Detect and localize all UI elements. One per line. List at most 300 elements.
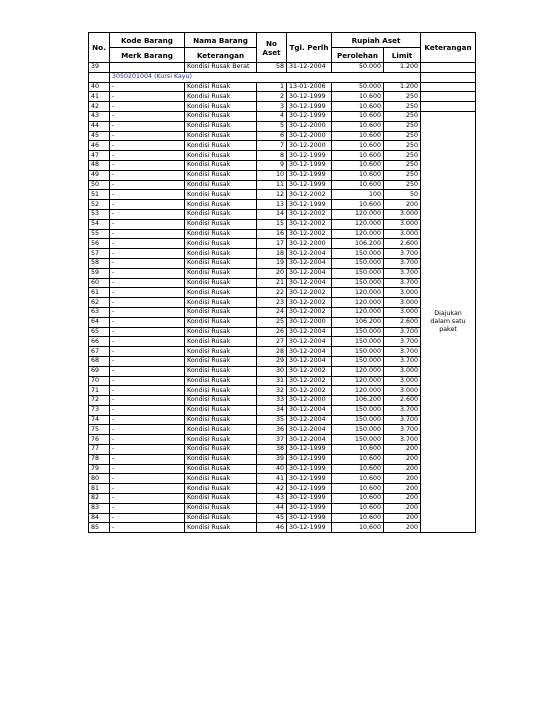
cell-nama: Kondisi Rusak: [185, 503, 257, 513]
cell-tgl: 30-12-2004: [287, 405, 332, 415]
cell-tgl: 30-12-1999: [287, 170, 332, 180]
cell-perolehan: 150.000: [332, 337, 384, 347]
header-keterangan: Keterangan: [421, 33, 476, 63]
cell-nama: Kondisi Rusak: [185, 92, 257, 102]
cell-no: 72: [89, 396, 110, 406]
cell-no: 61: [89, 288, 110, 298]
cell-no: 50: [89, 180, 110, 190]
cell-kode: -: [110, 239, 185, 249]
cell-tgl: 30-12-2002: [287, 219, 332, 229]
cell-no-aset: 19: [257, 258, 287, 268]
cell-kode: -: [110, 258, 185, 268]
table-row: [89, 494, 476, 504]
cell-perolehan: 10.600: [332, 131, 384, 141]
cell-no: 70: [89, 376, 110, 386]
cell-no-aset: 20: [257, 268, 287, 278]
cell-limit: 3.000: [384, 288, 421, 298]
cell-no-aset: 24: [257, 307, 287, 317]
cell-perolehan: 10.600: [332, 464, 384, 474]
cell-nama: Kondisi Rusak: [185, 464, 257, 474]
cell-perolehan: 106.200: [332, 239, 384, 249]
cell-limit: 250: [384, 151, 421, 161]
cell-perolehan: 120.000: [332, 366, 384, 376]
cell-limit: 3.700: [384, 405, 421, 415]
cell-limit: 2.600: [384, 239, 421, 249]
cell-kode: -: [110, 160, 185, 170]
cell-kode: -: [110, 327, 185, 337]
cell-no: 85: [89, 523, 110, 533]
cell-tgl: 30-12-1999: [287, 151, 332, 161]
cell-limit: 3.700: [384, 415, 421, 425]
cell-no-aset: 21: [257, 278, 287, 288]
cell-perolehan: 10.600: [332, 454, 384, 464]
cell-tgl: 30-12-1999: [287, 454, 332, 464]
cell-kode: -: [110, 219, 185, 229]
cell-tgl: 30-12-2004: [287, 415, 332, 425]
cell-perolehan: 120.000: [332, 376, 384, 386]
cell-nama: Kondisi Rusak: [185, 160, 257, 170]
cell-no-aset: 32: [257, 386, 287, 396]
table-row: [89, 386, 476, 396]
cell-perolehan: 150.000: [332, 356, 384, 366]
cell-nama: Kondisi Rusak Berat: [185, 63, 257, 73]
cell-tgl: 30-12-1999: [287, 523, 332, 533]
cell-kode: -: [110, 484, 185, 494]
cell-no-aset: 45: [257, 513, 287, 523]
keterangan-note: [421, 111, 476, 532]
table-row: [89, 239, 476, 249]
cell-perolehan: 150.000: [332, 347, 384, 357]
table-row: [89, 356, 476, 366]
cell-perolehan: 10.600: [332, 200, 384, 210]
cell-perolehan: 150.000: [332, 268, 384, 278]
cell-no: 45: [89, 131, 110, 141]
table-row: [89, 317, 476, 327]
cell-tgl: 30-12-2004: [287, 327, 332, 337]
cell-nama: Kondisi Rusak: [185, 298, 257, 308]
cell-nama: Kondisi Rusak: [185, 454, 257, 464]
cell-no: 44: [89, 121, 110, 131]
cell-no-aset: 22: [257, 288, 287, 298]
cell-limit: 250: [384, 180, 421, 190]
cell-limit: 250: [384, 170, 421, 180]
header-limit: Limit: [384, 48, 421, 63]
cell-tgl: 30-12-1999: [287, 180, 332, 190]
table-row: [89, 229, 476, 239]
cell-perolehan: 10.600: [332, 111, 384, 121]
cell-no-aset: 13: [257, 200, 287, 210]
cell-nama: Kondisi Rusak: [185, 219, 257, 229]
table-row: [89, 513, 476, 523]
cell-kode: -: [110, 278, 185, 288]
table-header: [89, 33, 476, 63]
cell-no-aset: 15: [257, 219, 287, 229]
keterangan-note-line: paket: [439, 326, 457, 334]
cell-perolehan: 120.000: [332, 307, 384, 317]
cell-nama: Kondisi Rusak: [185, 317, 257, 327]
table-row: [89, 219, 476, 229]
cell-nama: Kondisi Rusak: [185, 425, 257, 435]
table-row: [89, 121, 476, 131]
keterangan-note-line: Diajukan: [434, 310, 462, 318]
cell-perolehan: 10.600: [332, 102, 384, 112]
cell-limit: 3.000: [384, 298, 421, 308]
cell-no-aset: 14: [257, 209, 287, 219]
cell-limit: 3.700: [384, 327, 421, 337]
cell-perolehan: 10.600: [332, 523, 384, 533]
cell-nama: Kondisi Rusak: [185, 356, 257, 366]
cell-limit: 200: [384, 445, 421, 455]
cell-perolehan: 10.600: [332, 160, 384, 170]
cell-tgl: 30-12-2002: [287, 229, 332, 239]
cell-kode: -: [110, 425, 185, 435]
header-no-aset: No Aset: [257, 33, 287, 63]
cell-no-aset: 1: [257, 82, 287, 92]
cell-tgl: 30-12-2002: [287, 366, 332, 376]
cell-kode: -: [110, 111, 185, 121]
cell-kode: [110, 63, 185, 73]
cell-tgl: 30-12-2004: [287, 356, 332, 366]
cell-no: 80: [89, 474, 110, 484]
cell-no: 48: [89, 160, 110, 170]
cell-tgl: 30-12-2000: [287, 239, 332, 249]
cell-no: 64: [89, 317, 110, 327]
cell-perolehan: 120.000: [332, 209, 384, 219]
cell-tgl: 30-12-2000: [287, 396, 332, 406]
cell-kode: -: [110, 141, 185, 151]
cell-kode: -: [110, 170, 185, 180]
cell-perolehan: 150.000: [332, 425, 384, 435]
cell-no-aset: 10: [257, 170, 287, 180]
cell-tgl: 30-12-2002: [287, 376, 332, 386]
cell-perolehan: 10.600: [332, 445, 384, 455]
cell-perolehan: 150.000: [332, 415, 384, 425]
cell-perolehan: 150.000: [332, 249, 384, 259]
cell-kode: -: [110, 513, 185, 523]
cell-no-aset: 3: [257, 102, 287, 112]
cell-nama: Kondisi Rusak: [185, 337, 257, 347]
cell-no-aset: 4: [257, 111, 287, 121]
cell-no: 49: [89, 170, 110, 180]
cell-no-aset: 41: [257, 474, 287, 484]
cell-no: 68: [89, 356, 110, 366]
cell-no: 83: [89, 503, 110, 513]
cell-limit: 200: [384, 454, 421, 464]
cell-perolehan: 106.200: [332, 396, 384, 406]
cell-no-aset: 18: [257, 249, 287, 259]
cell-limit: 1.200: [384, 63, 421, 73]
cell-nama: Kondisi Rusak: [185, 239, 257, 249]
table-body: [89, 63, 476, 533]
table-row: [89, 396, 476, 406]
table-row: [89, 288, 476, 298]
cell-nama: Kondisi Rusak: [185, 405, 257, 415]
cell-perolehan: 120.000: [332, 298, 384, 308]
cell-limit: 250: [384, 92, 421, 102]
cell-no: 46: [89, 141, 110, 151]
table-row: [89, 445, 476, 455]
cell-no: 59: [89, 268, 110, 278]
cell-perolehan: 100: [332, 190, 384, 200]
cell-perolehan: 120.000: [332, 288, 384, 298]
cell-limit: 200: [384, 523, 421, 533]
cell-tgl: 30-12-2004: [287, 278, 332, 288]
cell-limit: 200: [384, 464, 421, 474]
cell-limit: 3.000: [384, 366, 421, 376]
cell-limit: 250: [384, 111, 421, 121]
table-row: [89, 209, 476, 219]
cell-tgl: 30-12-1999: [287, 513, 332, 523]
cell-no: 76: [89, 435, 110, 445]
table-row: [89, 415, 476, 425]
cell-limit: 3.700: [384, 425, 421, 435]
cell-no: 54: [89, 219, 110, 229]
table-row: [89, 278, 476, 288]
cell-nama: Kondisi Rusak: [185, 111, 257, 121]
cell-no-aset: 8: [257, 151, 287, 161]
cell-no: 78: [89, 454, 110, 464]
cell-nama: Kondisi Rusak: [185, 200, 257, 210]
cell-nama: Kondisi Rusak: [185, 190, 257, 200]
cell-tgl: 30-12-1999: [287, 102, 332, 112]
cell-perolehan: 10.600: [332, 484, 384, 494]
table-row: [89, 111, 476, 121]
cell-tgl: 30-12-1999: [287, 160, 332, 170]
cell-keterangan: [421, 63, 476, 73]
cell-no: 53: [89, 209, 110, 219]
cell-kode: -: [110, 180, 185, 190]
table-row: [89, 131, 476, 141]
cell-no-aset: 58: [257, 63, 287, 73]
keterangan-note-line: dalam satu: [430, 318, 466, 326]
cell-nama: Kondisi Rusak: [185, 278, 257, 288]
asset-table: [88, 32, 476, 533]
cell-no: 79: [89, 464, 110, 474]
cell-perolehan: 10.600: [332, 92, 384, 102]
table-row: [89, 141, 476, 151]
cell-no-aset: 25: [257, 317, 287, 327]
cell-nama: Kondisi Rusak: [185, 131, 257, 141]
cell-tgl: 30-12-2002: [287, 298, 332, 308]
cell-no: 63: [89, 307, 110, 317]
cell-nama: Kondisi Rusak: [185, 249, 257, 259]
cell-nama: Kondisi Rusak: [185, 258, 257, 268]
cell-kode: -: [110, 121, 185, 131]
table-row: [89, 474, 476, 484]
cell-nama: Kondisi Rusak: [185, 386, 257, 396]
header-keterangan-sub: Keterangan: [185, 48, 257, 63]
cell-nama: Kondisi Rusak: [185, 180, 257, 190]
header-tgl-perlh: Tgl. Perlh: [287, 33, 332, 63]
cell-no: 62: [89, 298, 110, 308]
cell-no: 67: [89, 347, 110, 357]
cell-tgl: 30-12-2002: [287, 386, 332, 396]
cell-limit: 250: [384, 102, 421, 112]
cell-no: 52: [89, 200, 110, 210]
cell-limit: 200: [384, 503, 421, 513]
table-row: [89, 376, 476, 386]
table-row: [89, 484, 476, 494]
cell-no: 39: [89, 63, 110, 73]
cell-kode: -: [110, 503, 185, 513]
header-nama-barang: Nama Barang: [185, 33, 257, 48]
cell-kode: -: [110, 396, 185, 406]
cell-kode: -: [110, 151, 185, 161]
cell-kode: -: [110, 131, 185, 141]
cell-no-aset: 33: [257, 396, 287, 406]
cell-limit: 3.000: [384, 386, 421, 396]
cell-limit: 50: [384, 190, 421, 200]
table-row: [89, 151, 476, 161]
cell-no: 75: [89, 425, 110, 435]
cell-limit: 200: [384, 513, 421, 523]
cell-limit: 250: [384, 131, 421, 141]
cell-nama: Kondisi Rusak: [185, 121, 257, 131]
cell-tgl: 30-12-1999: [287, 111, 332, 121]
cell-kode: -: [110, 200, 185, 210]
cell-tgl: 30-12-2004: [287, 268, 332, 278]
cell-limit: 200: [384, 474, 421, 484]
cell-nama: Kondisi Rusak: [185, 494, 257, 504]
table-row: [89, 160, 476, 170]
cell-no: 60: [89, 278, 110, 288]
cell-tgl: 31-12-2004: [287, 63, 332, 73]
cell-no-aset: 23: [257, 298, 287, 308]
cell-tgl: 30-12-2004: [287, 337, 332, 347]
cell-tgl: 30-12-2002: [287, 190, 332, 200]
cell-kode: -: [110, 494, 185, 504]
cell-no-aset: 12: [257, 190, 287, 200]
table-row: [89, 425, 476, 435]
cell-limit: 3.700: [384, 337, 421, 347]
cell-nama: Kondisi Rusak: [185, 327, 257, 337]
table-row: [89, 298, 476, 308]
cell-limit: 2.600: [384, 396, 421, 406]
table-row: [89, 92, 476, 102]
cell-no-aset: 31: [257, 376, 287, 386]
cell-no-aset: 16: [257, 229, 287, 239]
cell-limit: 3.700: [384, 258, 421, 268]
cell-tgl: 30-12-1999: [287, 494, 332, 504]
cell-no: 74: [89, 415, 110, 425]
cell-nama: Kondisi Rusak: [185, 366, 257, 376]
cell-keterangan: [421, 92, 476, 102]
cell-no-aset: 7: [257, 141, 287, 151]
cell-limit: 200: [384, 200, 421, 210]
cell-perolehan: 10.600: [332, 503, 384, 513]
cell-tgl: 30-12-2002: [287, 307, 332, 317]
cell-tgl: 30-12-2004: [287, 258, 332, 268]
cell-nama: Kondisi Rusak: [185, 435, 257, 445]
cell-nama: Kondisi Rusak: [185, 523, 257, 533]
cell-tgl: 30-12-1999: [287, 474, 332, 484]
cell-tgl: 30-12-2004: [287, 347, 332, 357]
cell-limit: 250: [384, 141, 421, 151]
cell-no: 84: [89, 513, 110, 523]
cell-tgl: 30-12-1999: [287, 503, 332, 513]
cell-perolehan: 120.000: [332, 386, 384, 396]
cell-no: 43: [89, 111, 110, 121]
cell-nama: Kondisi Rusak: [185, 268, 257, 278]
table-row: [89, 63, 476, 73]
cell-kode: -: [110, 92, 185, 102]
cell-no-aset: 2: [257, 92, 287, 102]
cell-perolehan: 10.600: [332, 170, 384, 180]
cell-perolehan: 10.600: [332, 494, 384, 504]
cell-limit: 200: [384, 494, 421, 504]
cell-kode: -: [110, 376, 185, 386]
cell-limit: 3.000: [384, 219, 421, 229]
cell-kode: -: [110, 464, 185, 474]
cell-perolehan: 150.000: [332, 405, 384, 415]
table-row: [89, 249, 476, 259]
cell-limit: 1.200: [384, 82, 421, 92]
table-row: [89, 523, 476, 533]
cell-perolehan: 120.000: [332, 219, 384, 229]
cell-kode: -: [110, 268, 185, 278]
cell-perolehan: 10.600: [332, 180, 384, 190]
cell-no: 66: [89, 337, 110, 347]
cell-no-aset: 28: [257, 347, 287, 357]
cell-nama: Kondisi Rusak: [185, 474, 257, 484]
cell-tgl: 30-12-1999: [287, 464, 332, 474]
table-row: [89, 307, 476, 317]
cell-kode: -: [110, 317, 185, 327]
cell-no-aset: 36: [257, 425, 287, 435]
cell-limit: 3.700: [384, 356, 421, 366]
cell-kode: -: [110, 190, 185, 200]
cell-kode: -: [110, 474, 185, 484]
table-row: [89, 327, 476, 337]
cell-tgl: 30-12-2000: [287, 141, 332, 151]
cell-nama: Kondisi Rusak: [185, 513, 257, 523]
cell-no: 47: [89, 151, 110, 161]
cell-nama: Kondisi Rusak: [185, 170, 257, 180]
cell-kode: -: [110, 298, 185, 308]
cell-limit: 3.000: [384, 209, 421, 219]
cell-no-aset: 30: [257, 366, 287, 376]
cell-nama: Kondisi Rusak: [185, 102, 257, 112]
header-perolehan: Perolehan: [332, 48, 384, 63]
cell-no-aset: 6: [257, 131, 287, 141]
cell-no-aset: 26: [257, 327, 287, 337]
cell-limit: 3.700: [384, 268, 421, 278]
cell-no-aset: 39: [257, 454, 287, 464]
table-row: [89, 337, 476, 347]
table-row: [89, 102, 476, 112]
table-row: [89, 180, 476, 190]
cell-nama: Kondisi Rusak: [185, 141, 257, 151]
cell-no-aset: 44: [257, 503, 287, 513]
cell-tgl: 30-12-1999: [287, 200, 332, 210]
table-row: [89, 454, 476, 464]
header-kode-barang: Kode Barang: [110, 33, 185, 48]
cell-kode: -: [110, 347, 185, 357]
cell-tgl: 30-12-1999: [287, 484, 332, 494]
cell-no: 73: [89, 405, 110, 415]
table-row: [89, 170, 476, 180]
cell-kode: -: [110, 249, 185, 259]
cell-nama: Kondisi Rusak: [185, 288, 257, 298]
header-merk-barang: Merk Barang: [110, 48, 185, 63]
cell-kode: -: [110, 523, 185, 533]
cell-kode: -: [110, 454, 185, 464]
cell-limit: 250: [384, 121, 421, 131]
cell-no-aset: 40: [257, 464, 287, 474]
cell-no: 40: [89, 82, 110, 92]
table-row: [89, 82, 476, 92]
cell-kode: -: [110, 288, 185, 298]
